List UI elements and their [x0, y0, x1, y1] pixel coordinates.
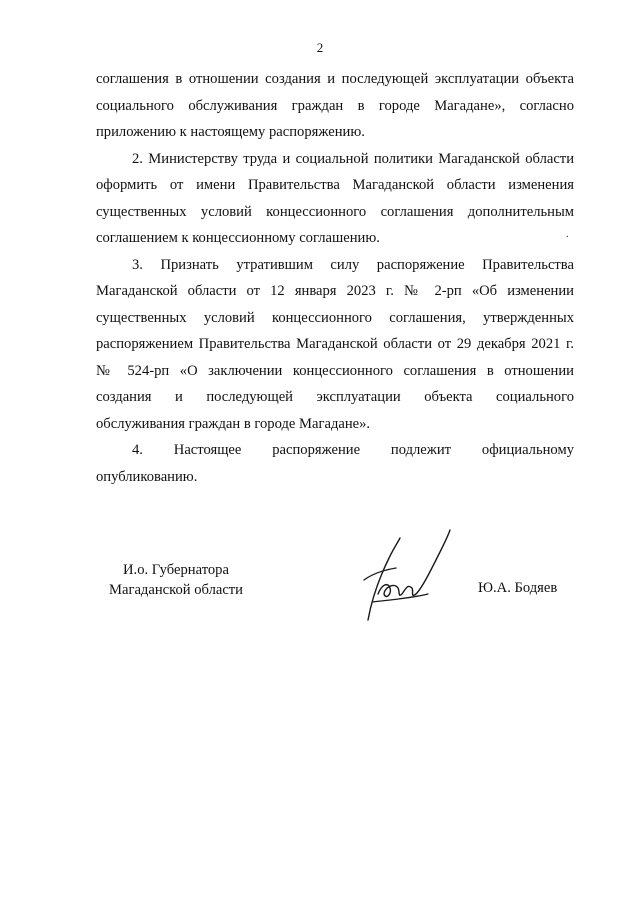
text-line: № 524-рп «О заключении концессионного соглашения в отношении	[96, 362, 574, 379]
signatory-title-line-2: Магаданской области	[109, 582, 243, 598]
stray-mark: .	[566, 229, 569, 240]
text-line: 4. Настоящее распоряжение подлежит официальному	[132, 442, 574, 458]
paragraph-continuation	[96, 66, 574, 146]
text-line: 2. Министерству труда и социальной политики Магаданской области	[132, 150, 574, 167]
paragraph-item-3	[96, 252, 574, 438]
text-line: социального обслуживания граждан в городе Магадане», согласно	[96, 97, 574, 114]
text-line: приложению к настоящему распоряжению.	[96, 124, 365, 140]
text-line: существенных условий концессионного соглашения дополнительным	[96, 203, 574, 220]
text-line: создания и последующей эксплуатации объекта социального	[96, 389, 574, 405]
text-line: существенных условий концессионного соглашения, утвержденных	[96, 309, 574, 326]
document-body	[96, 66, 574, 490]
signatory-title-line-1: И.о. Губернатора	[123, 562, 229, 578]
text-line: оформить от имени Правительства Магаданской области изменения	[96, 177, 574, 193]
signatory-name: Ю.А. Бодяев	[478, 580, 558, 596]
text-line: соглашения в отношении создания и последующей эксплуатации объекта	[96, 71, 574, 87]
text-line: опубликованию.	[96, 468, 198, 485]
signatory-title	[96, 560, 256, 600]
text-line: распоряжением Правительства Магаданской области от 29 декабря 2021 г.	[96, 336, 574, 352]
handwritten-signature	[350, 528, 460, 628]
page-number: 2	[316, 40, 324, 55]
text-line: соглашением к концессионному соглашению.	[96, 230, 380, 246]
paragraph-item-2	[96, 146, 574, 252]
text-line: 3. Признать утратившим силу распоряжение Правительства	[132, 256, 574, 273]
paragraph-item-4	[96, 437, 574, 490]
text-line: Магаданской области от 12 января 2023 г. № 2-рп «Об изменении	[96, 283, 574, 299]
text-line: обслуживания граждан в городе Магадане».	[96, 415, 371, 432]
